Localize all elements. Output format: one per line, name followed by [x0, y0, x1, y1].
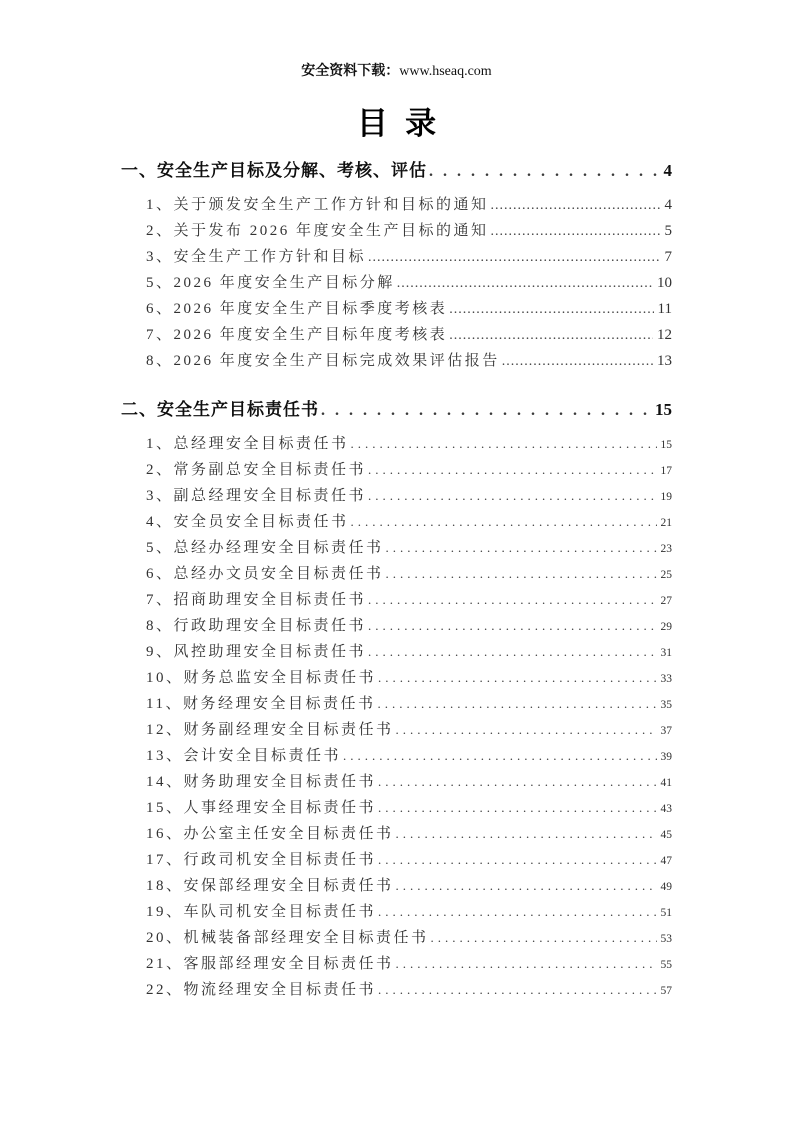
dot-leader	[351, 509, 657, 535]
toc-entry[interactable]	[121, 977, 672, 1003]
dot-leader	[397, 270, 653, 297]
dot-leader	[396, 821, 657, 847]
dot-leader	[429, 155, 660, 187]
toc-section-1-heading[interactable]	[121, 155, 672, 186]
dot-leader	[502, 348, 653, 375]
toc-entry[interactable]	[121, 743, 672, 769]
toc-entry-label: 6、2026 年度安全生产目标季度考核表	[146, 301, 448, 317]
dot-leader	[368, 457, 656, 483]
toc-entry[interactable]	[121, 717, 672, 743]
toc-entry[interactable]	[121, 535, 672, 561]
dot-leader	[378, 665, 656, 691]
dot-leader	[368, 639, 656, 665]
toc-entry[interactable]	[121, 795, 672, 821]
toc-entry-label: 22、物流经理安全目标责任书	[146, 982, 377, 998]
toc-entry[interactable]	[121, 951, 672, 977]
page-number: 15	[655, 400, 672, 419]
dot-leader	[386, 561, 657, 587]
page-number: 39	[660, 751, 672, 763]
toc-entry[interactable]	[121, 821, 672, 847]
toc-entry-label: 19、车队司机安全目标责任书	[146, 904, 377, 920]
toc-entry-label: 14、财务助理安全目标责任书	[146, 774, 377, 790]
toc-entry-label: 18、安保部经理安全目标责任书	[146, 878, 394, 894]
page-number: 47	[660, 855, 672, 867]
dot-leader	[377, 691, 656, 717]
dot-leader	[378, 847, 656, 873]
toc-entry-label: 3、安全生产工作方针和目标	[146, 249, 367, 265]
toc-entry[interactable]	[121, 457, 672, 483]
toc-entry-label: 10、财务总监安全目标责任书	[146, 670, 377, 686]
dot-leader	[431, 925, 657, 951]
toc-entry-label: 6、总经办文员安全目标责任书	[146, 566, 384, 582]
toc-entry[interactable]	[121, 561, 672, 587]
toc-section-2-heading[interactable]	[121, 394, 672, 425]
page-number: 27	[660, 595, 672, 607]
page-number: 17	[660, 465, 672, 477]
dot-leader	[449, 296, 653, 323]
page-number: 4	[663, 161, 672, 180]
dot-leader	[396, 951, 657, 977]
dot-leader	[491, 218, 661, 245]
section-heading-label: 二、安全生产目标责任书	[121, 400, 319, 419]
toc-entry-label: 8、行政助理安全目标责任书	[146, 618, 367, 634]
page-number: 29	[660, 621, 672, 633]
toc-entry[interactable]	[121, 587, 672, 613]
toc-entry-label: 13、会计安全目标责任书	[146, 748, 342, 764]
toc-entry-label: 1、总经理安全目标责任书	[146, 436, 349, 452]
page-number: 43	[660, 803, 672, 815]
dot-leader	[368, 613, 656, 639]
dot-leader	[491, 192, 661, 219]
toc-section-2-items	[121, 431, 672, 1003]
toc-entry-label: 17、行政司机安全目标责任书	[146, 852, 377, 868]
toc-entry[interactable]	[121, 509, 672, 535]
toc-entry-label: 21、客服部经理安全目标责任书	[146, 956, 394, 972]
page-number: 13	[657, 353, 672, 369]
toc-entry-label: 2、关于发布 2026 年度安全生产目标的通知	[146, 223, 489, 239]
page-number: 49	[660, 881, 672, 893]
toc-entry[interactable]	[121, 218, 672, 244]
page-number: 10	[657, 275, 672, 291]
toc-entry[interactable]	[121, 270, 672, 296]
page-number: 53	[660, 933, 672, 945]
page-number: 35	[660, 699, 672, 711]
page-number: 41	[660, 777, 672, 789]
page-number: 45	[660, 829, 672, 841]
dot-leader	[368, 483, 656, 509]
toc-entry-label: 11、财务经理安全目标责任书	[146, 696, 376, 712]
toc-entry[interactable]	[121, 665, 672, 691]
toc-entry-label: 2、常务副总安全目标责任书	[146, 462, 367, 478]
toc-entry-label: 7、2026 年度安全生产目标年度考核表	[146, 327, 448, 343]
page-number: 23	[660, 543, 672, 555]
dot-leader	[368, 587, 656, 613]
dot-leader	[386, 535, 657, 561]
dot-leader	[321, 394, 651, 426]
dot-leader	[449, 322, 653, 349]
toc-entry[interactable]	[121, 244, 672, 270]
section-heading-label: 一、安全生产目标及分解、考核、评估	[121, 161, 427, 180]
page-number: 12	[657, 327, 672, 343]
dot-leader	[343, 743, 656, 769]
dot-leader	[378, 977, 656, 1003]
toc-entry[interactable]	[121, 483, 672, 509]
dot-leader	[351, 431, 657, 457]
watermark-link[interactable]: www.hseaq.com	[399, 64, 492, 79]
page-number: 4	[664, 197, 672, 213]
page-number: 15	[660, 439, 672, 451]
page-number: 31	[660, 647, 672, 659]
page-number: 51	[660, 907, 672, 919]
toc-entry-label: 4、安全员安全目标责任书	[146, 514, 349, 530]
toc-entry[interactable]	[121, 847, 672, 873]
page-number: 19	[660, 491, 672, 503]
toc-entry-label: 20、机械装备部经理安全目标责任书	[146, 930, 429, 946]
toc-entry[interactable]	[121, 431, 672, 457]
page-number: 11	[657, 301, 672, 317]
dot-leader	[396, 717, 657, 743]
toc-entry-label: 5、总经办经理安全目标责任书	[146, 540, 384, 556]
toc-entry[interactable]	[121, 691, 672, 717]
dot-leader	[378, 795, 656, 821]
toc-entry[interactable]	[121, 639, 672, 665]
toc-entry-label: 16、办公室主任安全目标责任书	[146, 826, 394, 842]
watermark	[0, 0, 793, 80]
toc-entry[interactable]	[121, 925, 672, 951]
page-number: 33	[660, 673, 672, 685]
toc-section-1-items	[121, 192, 672, 374]
dot-leader	[368, 244, 660, 271]
page-number: 5	[664, 223, 672, 239]
page-number: 7	[664, 249, 672, 265]
toc-entry[interactable]	[121, 769, 672, 795]
toc-entry-label: 7、招商助理安全目标责任书	[146, 592, 367, 608]
toc-entry[interactable]	[121, 192, 672, 218]
toc-entry[interactable]	[121, 322, 672, 348]
toc-title: 目 录	[356, 106, 437, 141]
watermark-label: 安全资料下载：	[301, 64, 400, 79]
dot-leader	[378, 899, 656, 925]
toc-entry[interactable]	[121, 873, 672, 899]
dot-leader	[378, 769, 656, 795]
toc-entry[interactable]	[121, 613, 672, 639]
toc-entry-label: 8、2026 年度安全生产目标完成效果评估报告	[146, 353, 500, 369]
toc-entry-label: 5、2026 年度安全生产目标分解	[146, 275, 395, 291]
toc-entry-label: 12、财务副经理安全目标责任书	[146, 722, 394, 738]
toc-entry-label: 15、人事经理安全目标责任书	[146, 800, 377, 816]
table-of-contents	[121, 155, 672, 1003]
toc-entry[interactable]	[121, 348, 672, 374]
toc-entry-label: 1、关于颁发安全生产工作方针和目标的通知	[146, 197, 489, 213]
toc-entry[interactable]	[121, 296, 672, 322]
toc-entry-label: 9、风控助理安全目标责任书	[146, 644, 367, 660]
toc-entry-label: 3、副总经理安全目标责任书	[146, 488, 367, 504]
page-number: 37	[660, 725, 672, 737]
page-number: 25	[660, 569, 672, 581]
toc-entry[interactable]	[121, 899, 672, 925]
page-number: 57	[660, 985, 672, 997]
page-number: 55	[660, 959, 672, 971]
page-number: 21	[660, 517, 672, 529]
dot-leader	[396, 873, 657, 899]
